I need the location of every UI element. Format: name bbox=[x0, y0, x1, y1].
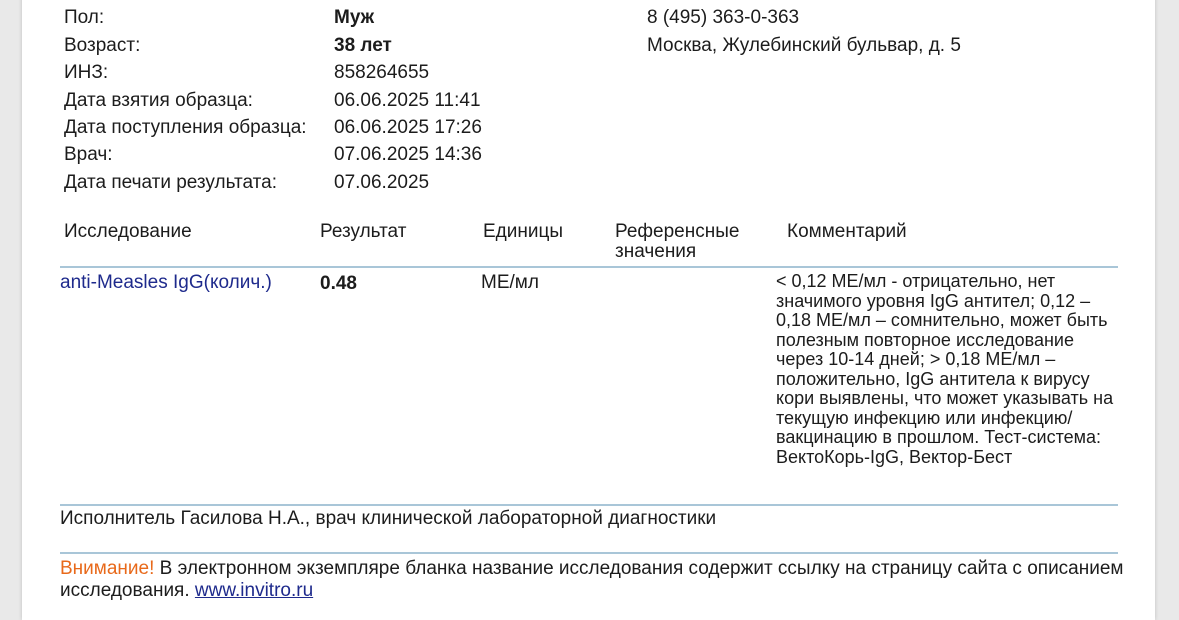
sample-taken-label: Дата взятия образца: bbox=[64, 90, 253, 111]
print-date-label: Дата печати результата: bbox=[64, 172, 277, 193]
inz-value: 858264655 bbox=[334, 62, 430, 83]
sample-taken-value: 06.06.2025 11:41 bbox=[334, 90, 481, 111]
warning-line2: исследования. bbox=[60, 580, 195, 601]
header-divider bbox=[60, 266, 1118, 268]
inz-label: ИНЗ: bbox=[64, 62, 109, 83]
site-link[interactable]: www.invitro.ru bbox=[194, 580, 314, 601]
sample-received-label: Дата поступления образца: bbox=[64, 117, 307, 138]
print-date-value: 07.06.2025 bbox=[334, 172, 430, 193]
doctor-label: Врач: bbox=[64, 144, 113, 165]
footer-divider bbox=[60, 552, 1118, 554]
column-header-result: Результат bbox=[320, 221, 407, 242]
sex-label: Пол: bbox=[64, 7, 105, 28]
column-header-units: Единицы bbox=[483, 221, 564, 242]
result-value: 0.48 bbox=[320, 273, 357, 294]
executor-line: Исполнитель Гасилова Н.А., врач клинической лабораторной диагностики bbox=[60, 508, 717, 529]
warning-text: В электронном экземпляре бланка название исследования содержит ссылку на страницу сайта с описанием bbox=[154, 558, 1124, 579]
comment-text: < 0,12 МЕ/мл - отрицательно, нет значимого уровня IgG антител; 0,12 – 0,18 МЕ/мл – сомнительно, может быть полезным повторное исследование через 10-14 дней; > 0,18 МЕ/мл – положительно, IgG антитела к вирусу кори выявлены, что может указывать на текущую инфекцию или инфекцию/вакцинацию в прошлом. Тест-система: ВектоКорь-IgG, Вектор-Бест bbox=[776, 271, 1114, 467]
column-header-test: Исследование bbox=[64, 221, 192, 242]
age-value: 38 лет bbox=[334, 35, 392, 56]
reference-header-line2: значения bbox=[615, 241, 697, 262]
test-name-link[interactable]: anti-Measles IgG(колич.) bbox=[60, 272, 272, 293]
sample-received-value: 06.06.2025 17:26 bbox=[334, 117, 482, 138]
warning-prefix: Внимание! bbox=[60, 558, 155, 579]
lab-phone: 8 (495) 363-0-363 bbox=[647, 7, 800, 28]
doctor-value: 07.06.2025 14:36 bbox=[334, 144, 482, 165]
age-label: Возраст: bbox=[64, 35, 141, 56]
units-value: МЕ/мл bbox=[481, 272, 539, 293]
row-divider bbox=[60, 504, 1118, 506]
warning-notice-line2 bbox=[60, 580, 313, 602]
sex-value: Муж bbox=[334, 7, 375, 28]
lab-address: Москва, Жулебинский бульвар, д. 5 bbox=[647, 35, 961, 56]
column-header-comment: Комментарий bbox=[787, 221, 907, 242]
reference-header-line1: Референсные bbox=[615, 221, 740, 242]
column-header-reference bbox=[615, 222, 739, 262]
warning-notice bbox=[60, 558, 1124, 580]
